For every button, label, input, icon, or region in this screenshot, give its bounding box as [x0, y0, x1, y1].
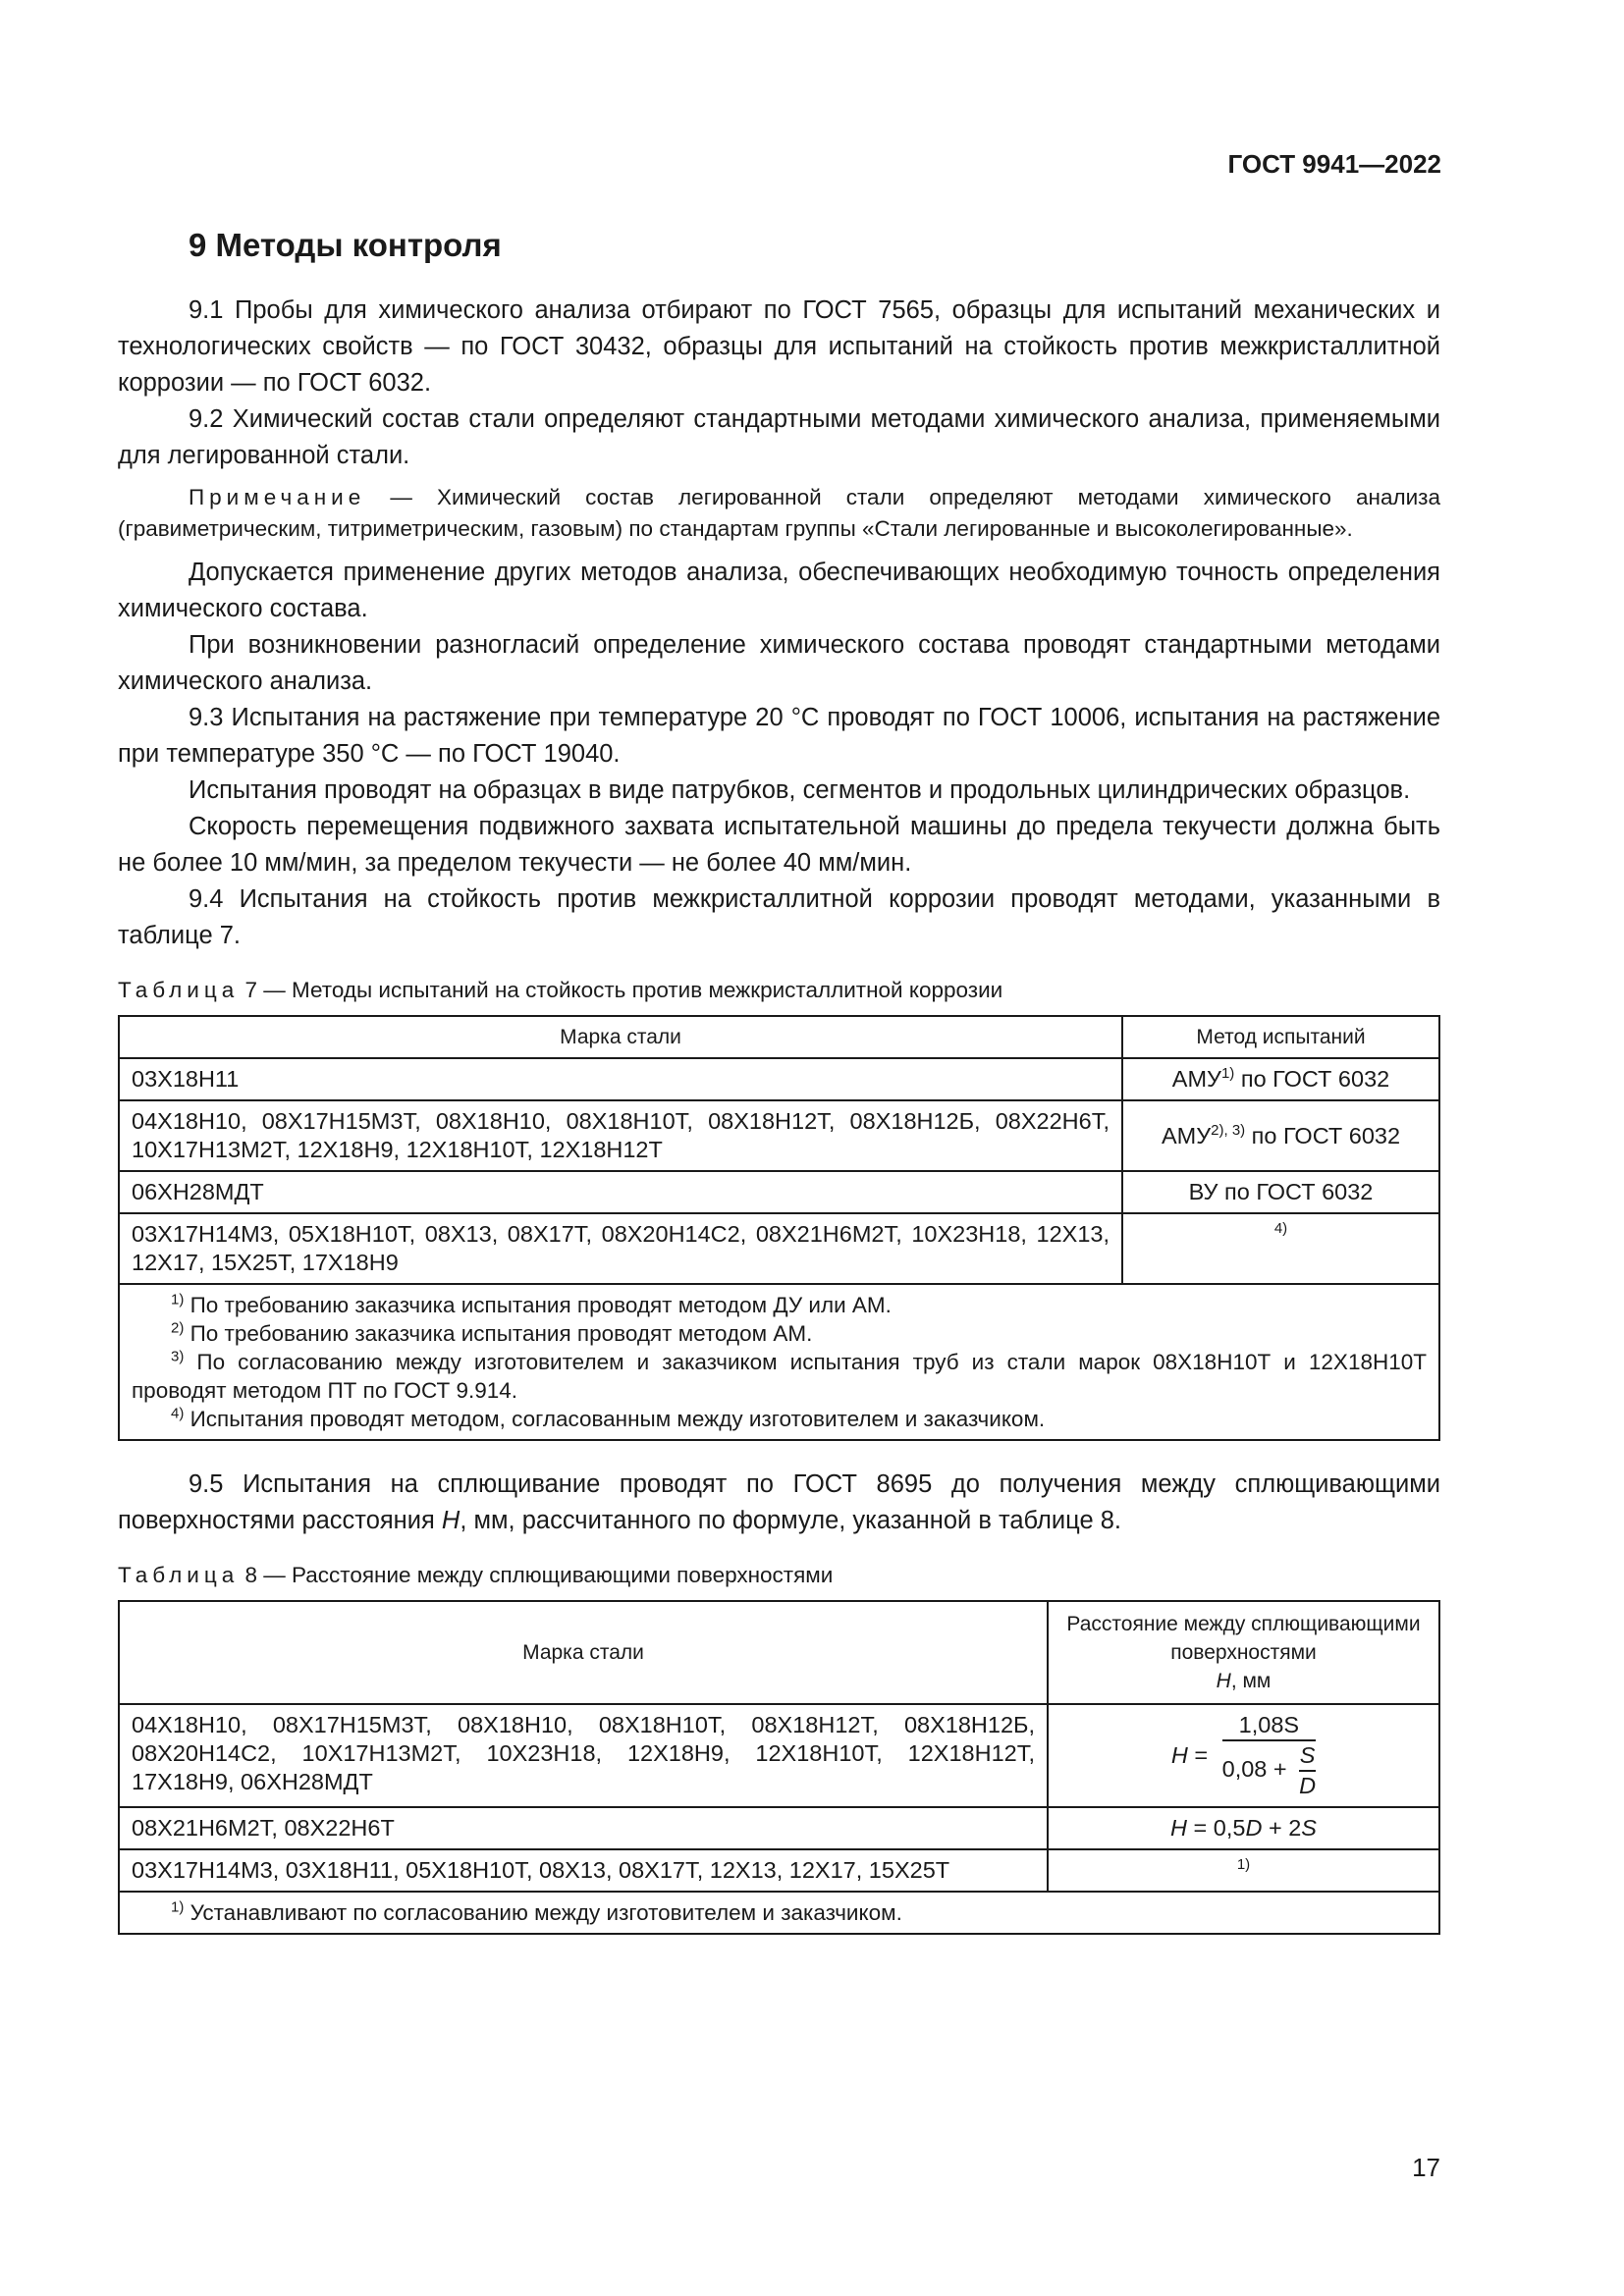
header-dist-unit: , мм: [1230, 1670, 1272, 1692]
steel-grade-cell: 04Х18Н10, 08Х17Н15М3Т, 08Х18Н10, 08Х18Н10Т, 08Х18Н12Т, 08Х18Н12Б, 08Х22Н6Т, 10Х17Н13М2Т, 12Х18Н9, 12Х18Н10Т, 12Х18Н12Т: [119, 1100, 1122, 1171]
steel-grade-cell: 04Х18Н10, 08Х17Н15М3Т, 08Х18Н10, 08Х18Н10Т, 08Х18Н12Т, 08Х18Н12Б, 08Х20Н14С2, 10Х17Н13М2Т, 10Х23Н18, 12Х18Н9, 12Х18Н10Т, 12Х18Н12Т, 17Х18Н9, 06ХН28МДТ: [119, 1704, 1048, 1807]
table-row: [119, 1704, 1439, 1807]
table-row: [119, 1807, 1439, 1849]
steel-grade-cell: 08Х21Н6М2Т, 08Х22Н6Т: [119, 1807, 1048, 1849]
footnote-mark: 2): [171, 1319, 185, 1337]
paragraph-9-5-tail: , мм, рассчитанного по формуле, указанной в таблице 8.: [460, 1507, 1121, 1534]
footnote-mark: 3): [171, 1348, 185, 1365]
formula-lhs: H: [1170, 1815, 1187, 1841]
method-cell: [1122, 1213, 1439, 1284]
formula-part: + 2: [1262, 1815, 1302, 1841]
paragraph-9-5-text: 9.5 Испытания на сплющивание проводят по ГОСТ 8695 до получения между сплющивающими поверхностями расстояния: [118, 1470, 1440, 1534]
table-8-caption: [118, 1561, 1440, 1590]
variable-h: H: [441, 1507, 460, 1534]
table-footnotes: [119, 1284, 1439, 1440]
table-row: [119, 1171, 1439, 1213]
table-footnotes: [119, 1892, 1439, 1934]
footnote-text: Устанавливают по согласованию между изготовителем и заказчиком.: [184, 1900, 902, 1925]
paragraph-9-2: 9.2 Химический состав стали определяют стандартными методами химического анализа, применяемыми для легированной стали.: [118, 405, 1440, 469]
footnote-mark: 1): [171, 1291, 185, 1308]
table-7-caption-text: 7 — Методы испытаний на стойкость против межкристаллитной коррозии: [239, 978, 1003, 1002]
page-number: 17: [1412, 2153, 1440, 2182]
page-content: [118, 224, 1440, 1935]
inner-denominator: D: [1299, 1773, 1317, 1798]
fraction: [1222, 1711, 1317, 1800]
note-label: Примечание: [189, 485, 366, 509]
inner-fraction: [1299, 1741, 1316, 1800]
table-footnotes-row: [119, 1284, 1439, 1440]
table-header-row: [119, 1016, 1439, 1058]
paragraph-allow: Допускается применение других методов анализа, обеспечивающих необходимую точность определения химического состава.: [118, 559, 1440, 622]
document-code: ГОСТ 9941—2022: [1227, 149, 1441, 179]
formula-part: = 0,5: [1187, 1815, 1246, 1841]
method-tail: по ГОСТ 6032: [1234, 1066, 1390, 1092]
inner-numerator: S: [1299, 1742, 1316, 1768]
formula-cell: [1048, 1807, 1439, 1849]
table-8: [118, 1600, 1440, 1935]
footnote-text: Испытания проводят методом, согласованным между изготовителем и заказчиком.: [184, 1407, 1046, 1431]
table-footnotes-row: [119, 1892, 1439, 1934]
footnote-mark: 1): [171, 1898, 185, 1916]
table-header-cell: [1048, 1601, 1439, 1704]
footnote: [132, 1319, 1427, 1348]
footnote-ref: 4): [1273, 1220, 1288, 1238]
table-row: [119, 1100, 1439, 1171]
paragraph-9-3: 9.3 Испытания на растяжение при температуре 20 °С проводят по ГОСТ 10006, испытания на растяжение при температуре 350 °С — по ГОСТ 19040.: [118, 704, 1440, 768]
footnote-ref: 2), 3): [1211, 1121, 1246, 1139]
footnote: [132, 1898, 1427, 1927]
table-header-cell: Метод испытаний: [1122, 1016, 1439, 1058]
steel-grade-cell: 03Х17Н14М3, 05Х18Н10Т, 08Х13, 08Х17Т, 08Х20Н14С2, 08Х21Н6М2Т, 10Х23Н18, 12Х13, 12Х17, 15Х25Т, 17Х18Н9: [119, 1213, 1122, 1284]
steel-grade-cell: 03Х17Н14М3, 03Х18Н11, 05Х18Н10Т, 08Х13, 08Х17Т, 12Х13, 12Х17, 15Х25Т: [119, 1849, 1048, 1892]
footnote: [132, 1348, 1427, 1405]
paragraph-9-4: 9.4 Испытания на стойкость против межкристаллитной коррозии проводят методами, указанными в таблице 7.: [118, 885, 1440, 949]
method-tail: по ГОСТ 6032: [1245, 1122, 1401, 1148]
steel-grade-cell: 03Х18Н11: [119, 1058, 1122, 1100]
formula-cell: [1048, 1849, 1439, 1892]
formula-var-d: D: [1245, 1815, 1263, 1841]
footnote: [132, 1405, 1427, 1433]
header-dist-var: H: [1216, 1670, 1231, 1692]
method-text: ВУ по ГОСТ 6032: [1188, 1179, 1374, 1204]
header-dist-text: Расстояние между сплющивающими поверхностями: [1066, 1613, 1421, 1664]
denominator-const: 0,08 +: [1221, 1756, 1294, 1783]
footnote: [132, 1291, 1427, 1319]
method-text: АМУ: [1161, 1122, 1212, 1148]
paragraph-9-3-speed: Скорость перемещения подвижного захвата испытательной машины до предела текучести должна быть не более 10 мм/мин, за пределом текучести — не более 40 мм/мин.: [118, 813, 1440, 877]
table-row: [119, 1058, 1439, 1100]
table-row: [119, 1213, 1439, 1284]
footnote-ref: 1): [1220, 1065, 1235, 1083]
table-7-caption-label: Таблица: [118, 978, 240, 1002]
note-text: — Химический состав легированной стали определяют методами химического анализа (гравиметрическим, титриметрическим, газовым) по стандартам группы «Стали легированные и высоколегированные».: [118, 485, 1440, 541]
paragraph-9-5: [118, 1467, 1440, 1539]
formula-eq: =: [1187, 1742, 1215, 1768]
footnote-text: По требованию заказчика испытания проводят методом ДУ или АМ.: [184, 1293, 892, 1317]
formula-flattening: [1171, 1711, 1316, 1800]
table-8-caption-text: 8 — Расстояние между сплющивающими поверхностями: [239, 1563, 834, 1587]
footnote-text: По согласованию между изготовителем и заказчиком испытания труб из стали марок 08Х18Н10Т и 12Х18Н10Т проводят методом ПТ по ГОСТ 9.914.: [132, 1350, 1427, 1403]
method-cell: [1122, 1058, 1439, 1100]
method-cell: [1122, 1100, 1439, 1171]
table-7: [118, 1015, 1440, 1441]
paragraph-9-1: 9.1 Пробы для химического анализа отбирают по ГОСТ 7565, образцы для испытаний механических и технологических свойств — по ГОСТ 30432, образцы для испытаний на стойкость против межкристаллитной коррозии — по ГОСТ 6032.: [118, 296, 1440, 397]
section-title: 9 Методы контроля: [189, 227, 502, 263]
fraction-denominator: [1222, 1741, 1317, 1800]
footnote-mark: 4): [171, 1405, 185, 1422]
table-header-cell: Марка стали: [119, 1601, 1048, 1704]
table-header-row: [119, 1601, 1439, 1704]
method-text: АМУ: [1171, 1066, 1221, 1092]
table-row: [119, 1849, 1439, 1892]
footnote-text: По требованию заказчика испытания проводят методом АМ.: [184, 1321, 813, 1346]
table-8-caption-label: Таблица: [118, 1563, 240, 1587]
method-cell: [1122, 1171, 1439, 1213]
fraction-numerator: 1,08S: [1238, 1712, 1300, 1737]
steel-grade-cell: 06ХН28МДТ: [119, 1171, 1122, 1213]
paragraph-9-3-samples: Испытания проводят на образцах в виде патрубков, сегментов и продольных цилиндрических образцов.: [189, 776, 1411, 804]
paragraph-dispute: При возникновении разногласий определение химического состава проводят стандартными методами химического анализа.: [118, 631, 1440, 695]
formula-var-s: S: [1301, 1815, 1317, 1841]
formula-cell: [1048, 1704, 1439, 1807]
table-header-cell: Марка стали: [119, 1016, 1122, 1058]
formula-lhs: H: [1170, 1742, 1188, 1768]
table-7-caption: [118, 976, 1440, 1005]
note: [118, 482, 1440, 545]
footnote-ref: 1): [1236, 1856, 1251, 1874]
